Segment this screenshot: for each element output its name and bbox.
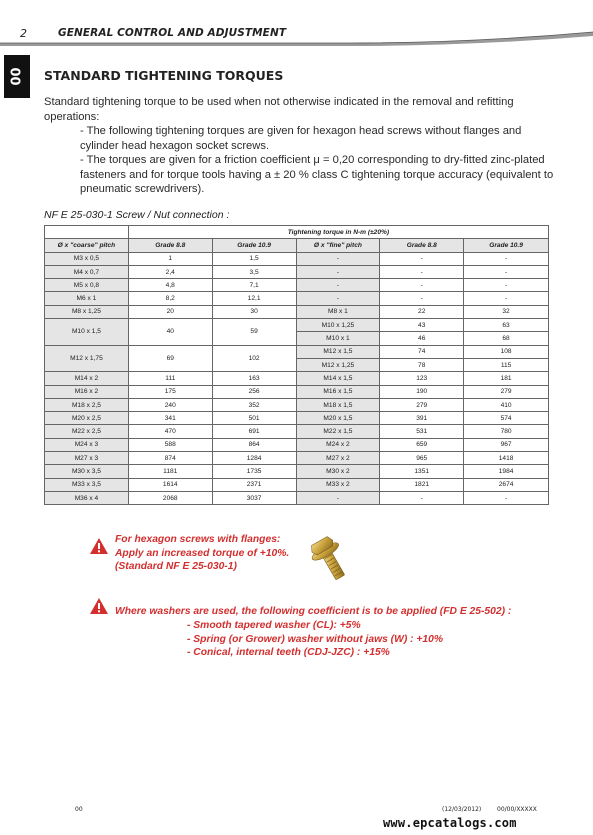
coarse-pitch-cell: M3 x 0,5 bbox=[45, 252, 129, 265]
footer-reference: 00/00/XXXXX bbox=[497, 806, 537, 813]
coarse-grade88-cell: 20 bbox=[128, 305, 212, 318]
fine-grade109-cell: 967 bbox=[464, 438, 549, 451]
fine-grade109-cell: - bbox=[464, 265, 549, 278]
coarse-grade88-cell: 69 bbox=[128, 345, 212, 372]
footer-section: 00 bbox=[75, 806, 83, 813]
coarse-grade109-cell: 3,5 bbox=[212, 265, 296, 278]
fine-grade109-cell: 1418 bbox=[464, 452, 549, 465]
table-row bbox=[45, 478, 549, 491]
fine-pitch-cell: M12 x 1,5 bbox=[296, 345, 380, 358]
fine-pitch-cell: M24 x 2 bbox=[296, 438, 380, 451]
fine-pitch-cell: M27 x 2 bbox=[296, 452, 380, 465]
table-caption: NF E 25-030-1 Screw / Nut connection : bbox=[44, 209, 230, 221]
table-row bbox=[45, 425, 549, 438]
coarse-pitch-cell: M8 x 1,25 bbox=[45, 305, 129, 318]
fine-grade109-cell: 108 bbox=[464, 345, 549, 358]
coarse-grade109-cell: 501 bbox=[212, 412, 296, 425]
coarse-grade88-cell: 111 bbox=[128, 372, 212, 385]
fine-pitch-cell: - bbox=[296, 292, 380, 305]
table-row bbox=[45, 292, 549, 305]
coarse-grade88-cell: 1614 bbox=[128, 478, 212, 491]
table-row bbox=[45, 305, 549, 318]
warning-triangle-icon bbox=[89, 537, 109, 555]
warning-line: Apply an increased torque of +10%. bbox=[115, 547, 290, 559]
fine-grade109-cell: 181 bbox=[464, 372, 549, 385]
fine-pitch-cell: M10 x 1,25 bbox=[296, 319, 380, 332]
section-header: GENERAL CONTROL AND ADJUSTMENT bbox=[58, 27, 287, 39]
fine-grade88-cell: 391 bbox=[380, 412, 464, 425]
fine-grade109-cell: 2674 bbox=[464, 478, 549, 491]
coarse-grade88-cell: 175 bbox=[128, 385, 212, 398]
fine-pitch-cell: M14 x 1,5 bbox=[296, 372, 380, 385]
fine-pitch-cell: - bbox=[296, 279, 380, 292]
table-row bbox=[45, 372, 549, 385]
section-tab bbox=[4, 55, 30, 98]
coarse-grade88-cell: 240 bbox=[128, 398, 212, 411]
warning-line: (Standard NF E 25-030-1) bbox=[115, 561, 237, 572]
table-row bbox=[45, 252, 549, 265]
fine-grade88-cell: 123 bbox=[380, 372, 464, 385]
fine-grade88-cell: 279 bbox=[380, 398, 464, 411]
fine-grade88-cell: 659 bbox=[380, 438, 464, 451]
fine-grade88-cell: - bbox=[380, 252, 464, 265]
fine-pitch-cell: M18 x 1,5 bbox=[296, 398, 380, 411]
intro-paragraph: Standard tightening torque to be used when not otherwise indicated in the removal and refitting operations: bbox=[44, 96, 514, 123]
fine-grade88-cell: 1351 bbox=[380, 465, 464, 478]
washer-warning-heading: Where washers are used, the following coefficient is to be applied (FD E 25-502) : bbox=[115, 606, 512, 617]
fine-grade109-cell: 63 bbox=[464, 319, 549, 332]
fine-grade109-cell: 32 bbox=[464, 305, 549, 318]
coarse-grade88-cell: 40 bbox=[128, 319, 212, 346]
watermark: www.epcatalogs.com bbox=[383, 816, 517, 830]
page-title: STANDARD TIGHTENING TORQUES bbox=[44, 68, 284, 83]
coarse-grade88-cell: 1 bbox=[128, 252, 212, 265]
coarse-pitch-cell: M4 x 0,7 bbox=[45, 265, 129, 278]
fine-grade88-cell: 46 bbox=[380, 332, 464, 345]
bullet-1: - The following tightening torques are given for hexagon head screws without flanges and cylinder head hexagon socket screws. bbox=[80, 125, 522, 152]
coarse-grade88-cell: 588 bbox=[128, 438, 212, 451]
fine-grade88-cell: - bbox=[380, 491, 464, 504]
warning-line: For hexagon screws with flanges: bbox=[115, 534, 281, 545]
table-header-row bbox=[45, 239, 549, 252]
col-header: Ø x "fine" pitch bbox=[296, 239, 380, 252]
col-header: Grade 10.9 bbox=[464, 239, 549, 252]
col-header: Ø x "coarse" pitch bbox=[45, 239, 129, 252]
fine-grade109-cell: 115 bbox=[464, 358, 549, 371]
warning-triangle-icon bbox=[89, 597, 109, 615]
section-tab-label: 00 bbox=[9, 67, 25, 86]
coarse-grade109-cell: 30 bbox=[212, 305, 296, 318]
fine-grade88-cell: 190 bbox=[380, 385, 464, 398]
fine-grade88-cell: 965 bbox=[380, 452, 464, 465]
table-row bbox=[45, 385, 549, 398]
col-header: Grade 8.8 bbox=[380, 239, 464, 252]
fine-pitch-cell: M16 x 1,5 bbox=[296, 385, 380, 398]
fine-pitch-cell: - bbox=[296, 491, 380, 504]
coarse-grade109-cell: 2371 bbox=[212, 478, 296, 491]
fine-pitch-cell: M12 x 1,25 bbox=[296, 358, 380, 371]
fine-pitch-cell: - bbox=[296, 265, 380, 278]
coarse-grade88-cell: 2068 bbox=[128, 491, 212, 504]
fine-grade88-cell: 1821 bbox=[380, 478, 464, 491]
coarse-pitch-cell: M36 x 4 bbox=[45, 491, 129, 504]
table-row bbox=[45, 319, 549, 332]
coarse-grade109-cell: 3037 bbox=[212, 491, 296, 504]
fine-pitch-cell: M33 x 2 bbox=[296, 478, 380, 491]
coarse-grade88-cell: 341 bbox=[128, 412, 212, 425]
page-number: 2 bbox=[20, 27, 27, 40]
table-row bbox=[45, 465, 549, 478]
table-row bbox=[45, 345, 549, 358]
coarse-grade88-cell: 1181 bbox=[128, 465, 212, 478]
coarse-pitch-cell: M27 x 3 bbox=[45, 452, 129, 465]
fine-grade109-cell: 574 bbox=[464, 412, 549, 425]
coarse-grade88-cell: 874 bbox=[128, 452, 212, 465]
coarse-grade109-cell: 1284 bbox=[212, 452, 296, 465]
table-row bbox=[45, 438, 549, 451]
col-header: Grade 10.9 bbox=[212, 239, 296, 252]
coarse-grade109-cell: 7,1 bbox=[212, 279, 296, 292]
coarse-grade109-cell: 102 bbox=[212, 345, 296, 372]
coarse-grade88-cell: 4,8 bbox=[128, 279, 212, 292]
coarse-grade109-cell: 352 bbox=[212, 398, 296, 411]
coarse-grade109-cell: 163 bbox=[212, 372, 296, 385]
fine-grade109-cell: 68 bbox=[464, 332, 549, 345]
coarse-grade109-cell: 1735 bbox=[212, 465, 296, 478]
fine-grade109-cell: 780 bbox=[464, 425, 549, 438]
coarse-pitch-cell: M10 x 1,5 bbox=[45, 319, 129, 346]
coarse-grade109-cell: 691 bbox=[212, 425, 296, 438]
fine-grade88-cell: - bbox=[380, 292, 464, 305]
washer-item: - Conical, internal teeth (CDJ-JZC) : +15% bbox=[187, 647, 390, 658]
fine-grade109-cell: 1984 bbox=[464, 465, 549, 478]
flange-bolt-icon bbox=[302, 533, 354, 583]
washer-coefficient-list bbox=[187, 619, 443, 660]
header-swoosh bbox=[0, 30, 593, 60]
table-row bbox=[45, 279, 549, 292]
fine-grade88-cell: 78 bbox=[380, 358, 464, 371]
coarse-grade109-cell: 864 bbox=[212, 438, 296, 451]
coarse-pitch-cell: M16 x 2 bbox=[45, 385, 129, 398]
fine-pitch-cell: M30 x 2 bbox=[296, 465, 380, 478]
fine-pitch-cell: - bbox=[296, 252, 380, 265]
washer-item: - Smooth tapered washer (CL): +5% bbox=[187, 620, 361, 631]
fine-grade88-cell: - bbox=[380, 265, 464, 278]
coarse-pitch-cell: M30 x 3,5 bbox=[45, 465, 129, 478]
fine-grade88-cell: - bbox=[380, 279, 464, 292]
coarse-grade109-cell: 1,5 bbox=[212, 252, 296, 265]
col-header: Grade 8.8 bbox=[128, 239, 212, 252]
fine-grade88-cell: 43 bbox=[380, 319, 464, 332]
table-row bbox=[45, 452, 549, 465]
table-row bbox=[45, 265, 549, 278]
table-row bbox=[45, 491, 549, 504]
fine-grade109-cell: - bbox=[464, 491, 549, 504]
coarse-grade88-cell: 2,4 bbox=[128, 265, 212, 278]
fine-pitch-cell: M10 x 1 bbox=[296, 332, 380, 345]
coarse-grade88-cell: 470 bbox=[128, 425, 212, 438]
coarse-pitch-cell: M24 x 3 bbox=[45, 438, 129, 451]
fine-grade109-cell: - bbox=[464, 279, 549, 292]
coarse-pitch-cell: M22 x 2,5 bbox=[45, 425, 129, 438]
coarse-pitch-cell: M20 x 2,5 bbox=[45, 412, 129, 425]
table-row bbox=[45, 398, 549, 411]
coarse-pitch-cell: M33 x 3,5 bbox=[45, 478, 129, 491]
footer-date: (12/03/2012) bbox=[442, 806, 482, 813]
coarse-pitch-cell: M14 x 2 bbox=[45, 372, 129, 385]
coarse-grade109-cell: 12,1 bbox=[212, 292, 296, 305]
coarse-pitch-cell: M12 x 1,75 bbox=[45, 345, 129, 372]
torque-table bbox=[44, 225, 549, 505]
coarse-grade109-cell: 59 bbox=[212, 319, 296, 346]
washer-item: - Spring (or Grower) washer without jaws (W) : +10% bbox=[187, 633, 444, 645]
fine-pitch-cell: M20 x 1,5 bbox=[296, 412, 380, 425]
coarse-grade88-cell: 8,2 bbox=[128, 292, 212, 305]
fine-grade88-cell: 22 bbox=[380, 305, 464, 318]
coarse-pitch-cell: M5 x 0,8 bbox=[45, 279, 129, 292]
table-group-header-row bbox=[45, 226, 549, 239]
fine-pitch-cell: M8 x 1 bbox=[296, 305, 380, 318]
table-group-header: Tightening torque in N-m (±20%) bbox=[128, 226, 548, 239]
flange-warning bbox=[115, 533, 289, 574]
coarse-pitch-cell: M6 x 1 bbox=[45, 292, 129, 305]
fine-grade88-cell: 531 bbox=[380, 425, 464, 438]
coarse-grade109-cell: 256 bbox=[212, 385, 296, 398]
bullet-2: - The torques are given for a friction coefficient μ = 0,20 corresponding to dry-fitted zinc-plated fasteners and for torque tools having a ± 20 % class C tightening torque accuracy (equivalent to pneumatic screwdrivers). bbox=[80, 154, 554, 195]
fine-grade109-cell: - bbox=[464, 292, 549, 305]
fine-grade109-cell: 279 bbox=[464, 385, 549, 398]
table-row bbox=[45, 412, 549, 425]
table-body bbox=[45, 252, 549, 505]
fine-grade109-cell: - bbox=[464, 252, 549, 265]
fine-pitch-cell: M22 x 1,5 bbox=[296, 425, 380, 438]
fine-grade88-cell: 74 bbox=[380, 345, 464, 358]
fine-grade109-cell: 410 bbox=[464, 398, 549, 411]
coarse-pitch-cell: M18 x 2,5 bbox=[45, 398, 129, 411]
